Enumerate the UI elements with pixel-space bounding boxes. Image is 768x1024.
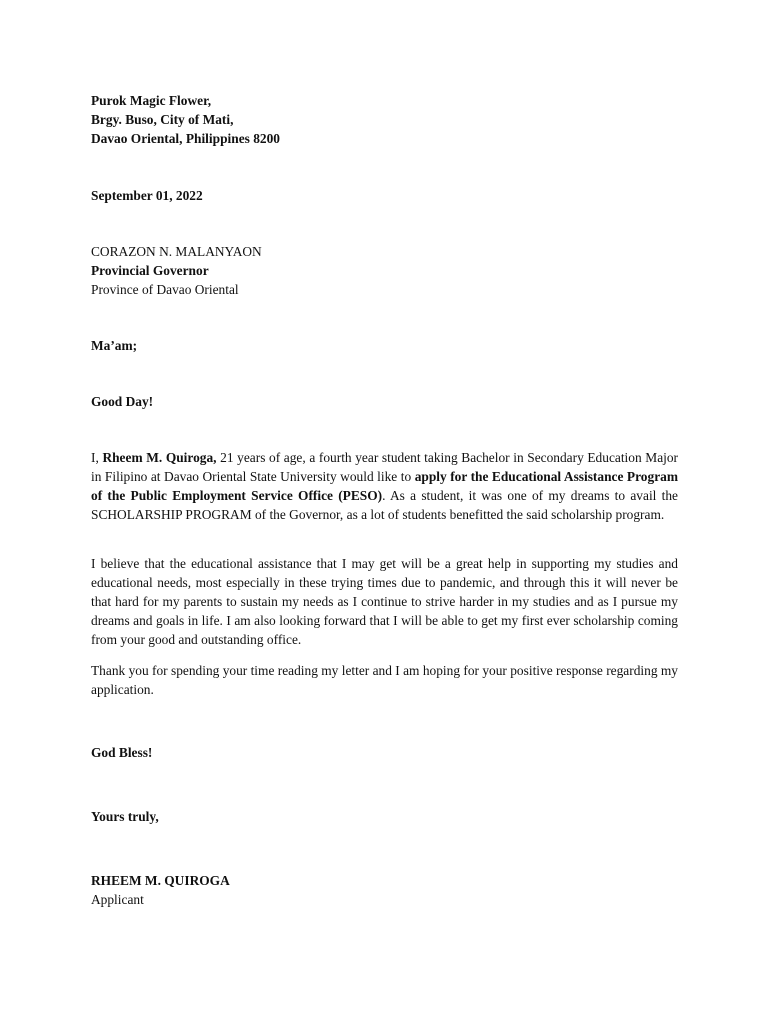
- salutation: Ma’am;: [91, 338, 138, 353]
- applicant-name-inline: Rheem M. Quiroga,: [102, 450, 217, 465]
- greeting: Good Day!: [91, 394, 154, 409]
- closing: Yours truly,: [91, 809, 159, 824]
- body-paragraph-2: I believe that the educational assistance that I may get will be a great help in supporting my studies and educational needs, most especially in these trying times due to pandemic, and through this it will never be that hard for my parents to sustain my needs as I continue to strive harder in my studies and as I pursue my dreams and goals in life. I am also looking forward that I will be able to get my first ever scholarship coming from your good and outstanding office.: [91, 556, 678, 647]
- address-line-1: Purok Magic Flower,: [91, 93, 212, 108]
- sender-address: [91, 91, 678, 148]
- p1-intro: I,: [91, 450, 103, 465]
- p1-bold-request: apply for the Educational Assistance Program of the Public Employment Service Office (PESO): [91, 469, 678, 503]
- signature-name: RHEEM M. QUIROGA: [91, 873, 230, 888]
- letter-date: September 01, 2022: [91, 188, 203, 203]
- recipient-office: Province of Davao Oriental: [91, 282, 239, 297]
- address-line-3: Davao Oriental, Philippines 8200: [91, 131, 280, 146]
- signature-block: [91, 871, 678, 909]
- body-paragraph-3: Thank you for spending your time reading my letter and I am hoping for your positive response regarding my application.: [91, 663, 678, 697]
- recipient-title: Provincial Governor: [91, 263, 209, 278]
- p1-middle: 21 years of age, a fourth year student taking Bachelor in Secondary Education Major in Filipino at Davao Oriental State University would like to: [91, 450, 679, 484]
- recipient-block: [91, 242, 678, 299]
- signature-role: Applicant: [91, 892, 144, 907]
- blessing: God Bless!: [91, 745, 153, 760]
- body-paragraph-1: [91, 448, 678, 524]
- recipient-name: CORAZON N. MALANYAON: [91, 244, 262, 259]
- p1-end: . As a student, it was one of my dreams to avail the SCHOLARSHIP PROGRAM of the Governor, as a lot of students benefitted the said scholarship program.: [91, 488, 678, 522]
- address-line-2: Brgy. Buso, City of Mati,: [91, 112, 234, 127]
